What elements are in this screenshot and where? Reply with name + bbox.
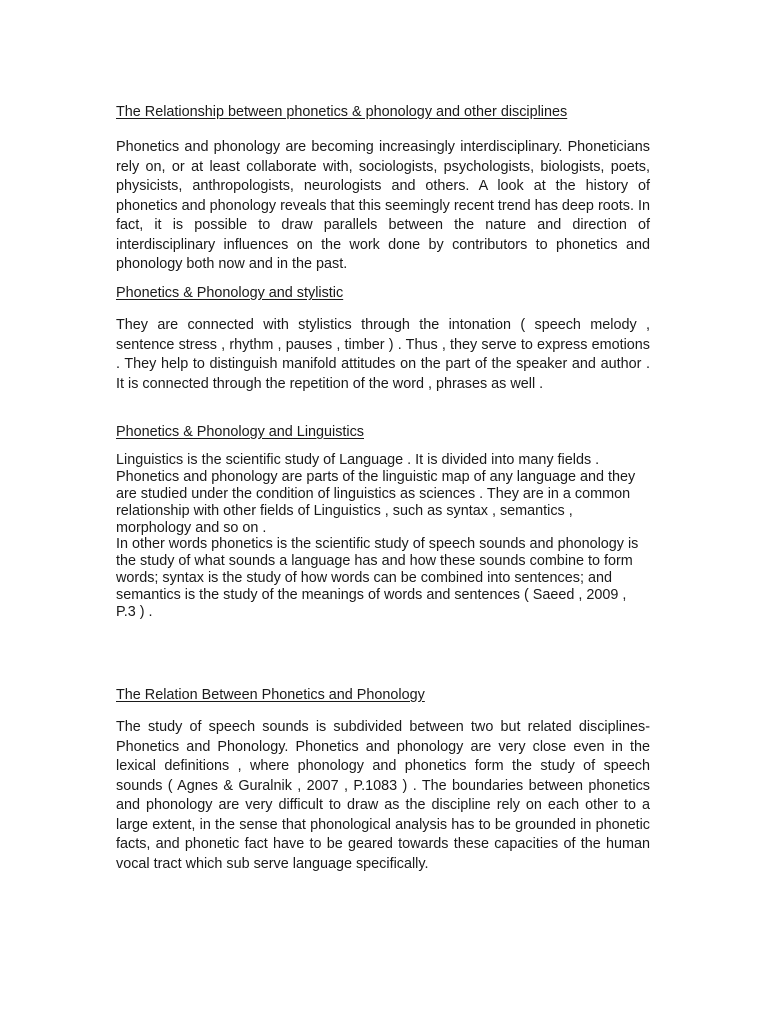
section-heading-relationship: The Relationship between phonetics & phonology and other disciplines <box>116 104 568 120</box>
section-heading-relation-between: The Relation Between Phonetics and Phonology <box>116 687 425 703</box>
paragraph-interdisciplinary: Phonetics and phonology are becoming increasingly interdisciplinary. Phoneticians rely on, or at least collaborate with, sociologists, psychologists, biologists, poets, physicists, anthropologists, neurologists and others. A look at the history of phonetics and phonology reveals that this seemingly recent trend has deep roots. In fact, it is possible to draw parallels between the nature and direction of interdisciplinary influences on the work done by contributors to phonetics and phonology both now and in the past. <box>116 139 650 272</box>
paragraph-stylistics: They are connected with stylistics through the intonation ( speech melody , sentence stress , rhythm , pauses , timber ) . Thus , they serve to express emotions . They help to distinguish manifold attitudes on the part of the speaker and author . It is connected through the repetition of the word , phrases as well . <box>116 317 650 392</box>
paragraph-other-words: In other words phonetics is the scientific study of speech sounds and phonology is the study of what sounds a language has and how these sounds combine to form words; syntax is the study of how words can be combined into sentences; and semantics is the study of the meanings of words and sentences ( Saeed , 2009 , P.3 ) . <box>116 536 639 620</box>
paragraph-linguistics: Linguistics is the scientific study of Language . It is divided into many fields . Phonetics and phonology are parts of the linguistic map of any language and they are studied under the condition of linguistics as sciences . They are in a common relationship with other fields of Linguistics , such as syntax , semantics , morphology and so on . <box>116 452 636 536</box>
section-heading-linguistics: Phonetics & Phonology and Linguistics <box>116 424 364 440</box>
paragraph-speech-sounds: The study of speech sounds is subdivided between two but related disciplines- Phonetics and Phonology. Phonetics and phonology are very close even in the lexical definitions , where phonology and phonetics form the study of speech sounds ( Agnes & Guralnik , 2007 , P.1083 ) . The boundaries between phonetics and phonology are very difficult to draw as the discipline rely on each other to a large extent, in the sense that phonological analysis has to be grounded in phonetic facts, and phonetic fact have to be geared towards these capacities of the human vocal tract which sub serve language specifically. <box>116 719 650 872</box>
section-heading-stylistic: Phonetics & Phonology and stylistic <box>116 285 344 301</box>
